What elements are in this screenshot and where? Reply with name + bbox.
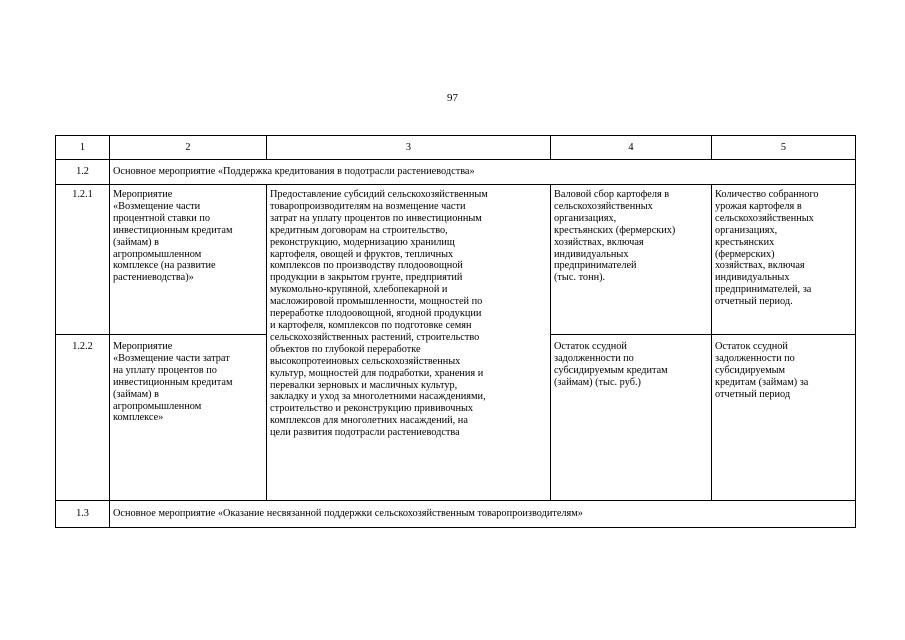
column-header-3: 3: [267, 136, 551, 160]
column-header-2: 2: [110, 136, 267, 160]
indicator-cell: Остаток ссудной задолженности по субсидируемым кредитам (займам) (тыс. руб.): [551, 335, 712, 501]
column-header-4: 4: [551, 136, 712, 160]
table-row-1-2-1: [56, 185, 856, 335]
table-header-row: [56, 136, 856, 160]
indicator-cell: Валовой сбор картофеля в сельскохозяйственных организациях, крестьянских (фермерских) хозяйствах, включая индивидуальных предпринимателей (тыс. тонн).: [551, 185, 712, 335]
activity-cell: Мероприятие «Возмещение части процентной ставки по инвестиционным кредитам (займам) в агропромышленном комплексе (на развитие растениеводства)»: [110, 185, 267, 335]
description-cell: Предоставление субсидий сельскохозяйственным товаропроизводителям на возмещение части затрат на уплату процентов по инвестиционным кредитным договорам на строительство, реконструкцию, модернизацию хранилищ картофеля, овощей и фруктов, тепличных комплексов по производству плодоовощной продукции в закрытом грунте, предприятий мукомольно-крупяной, хлебопекарной и масложировой промышленности, мощностей по переработке плодоовощной, ягодной продукции и картофеля, комплексов по подготовке семян сельскохозяйственных растений, строительство объектов по глубокой переработке высокопротеиновых сельскохозяйственных культур, мощностей для подработки, хранения и перевалки зерновых и масличных культур, закладку и уход за многолетними насаждениями, строительство и реконструкцию прививочных комплексов для многолетних насаждений, на цели развития подотрасли растениеводства: [267, 185, 551, 501]
column-header-5: 5: [712, 136, 856, 160]
section-title: Основное мероприятие «Оказание несвязанной поддержки сельскохозяйственным товаропроизводителям»: [110, 501, 856, 528]
column-header-1: 1: [56, 136, 110, 160]
table-row-section-1-3: [56, 501, 856, 528]
row-number: 1.2: [56, 160, 110, 185]
row-number: 1.2.2: [56, 335, 110, 501]
activity-cell: Мероприятие «Возмещение части затрат на уплату процентов по инвестиционным кредитам (займам) в агропромышленном комплексе»: [110, 335, 267, 501]
page-number: 97: [447, 92, 458, 104]
calculation-cell: Остаток ссудной задолженности по субсидируемым кредитам (займам) за отчетный период: [712, 335, 856, 501]
row-number: 1.3: [56, 501, 110, 528]
section-title: Основное мероприятие «Поддержка кредитования в подотрасли растениеводства»: [110, 160, 856, 185]
row-number: 1.2.1: [56, 185, 110, 335]
calculation-cell: Количество собранного урожая картофеля в сельскохозяйственных организациях, крестьянских (фермерских) хозяйствах, включая индивидуальных предпринимателей, за отчетный период.: [712, 185, 856, 335]
table-row-section-1-2: [56, 160, 856, 185]
program-activities-table: [55, 135, 856, 528]
